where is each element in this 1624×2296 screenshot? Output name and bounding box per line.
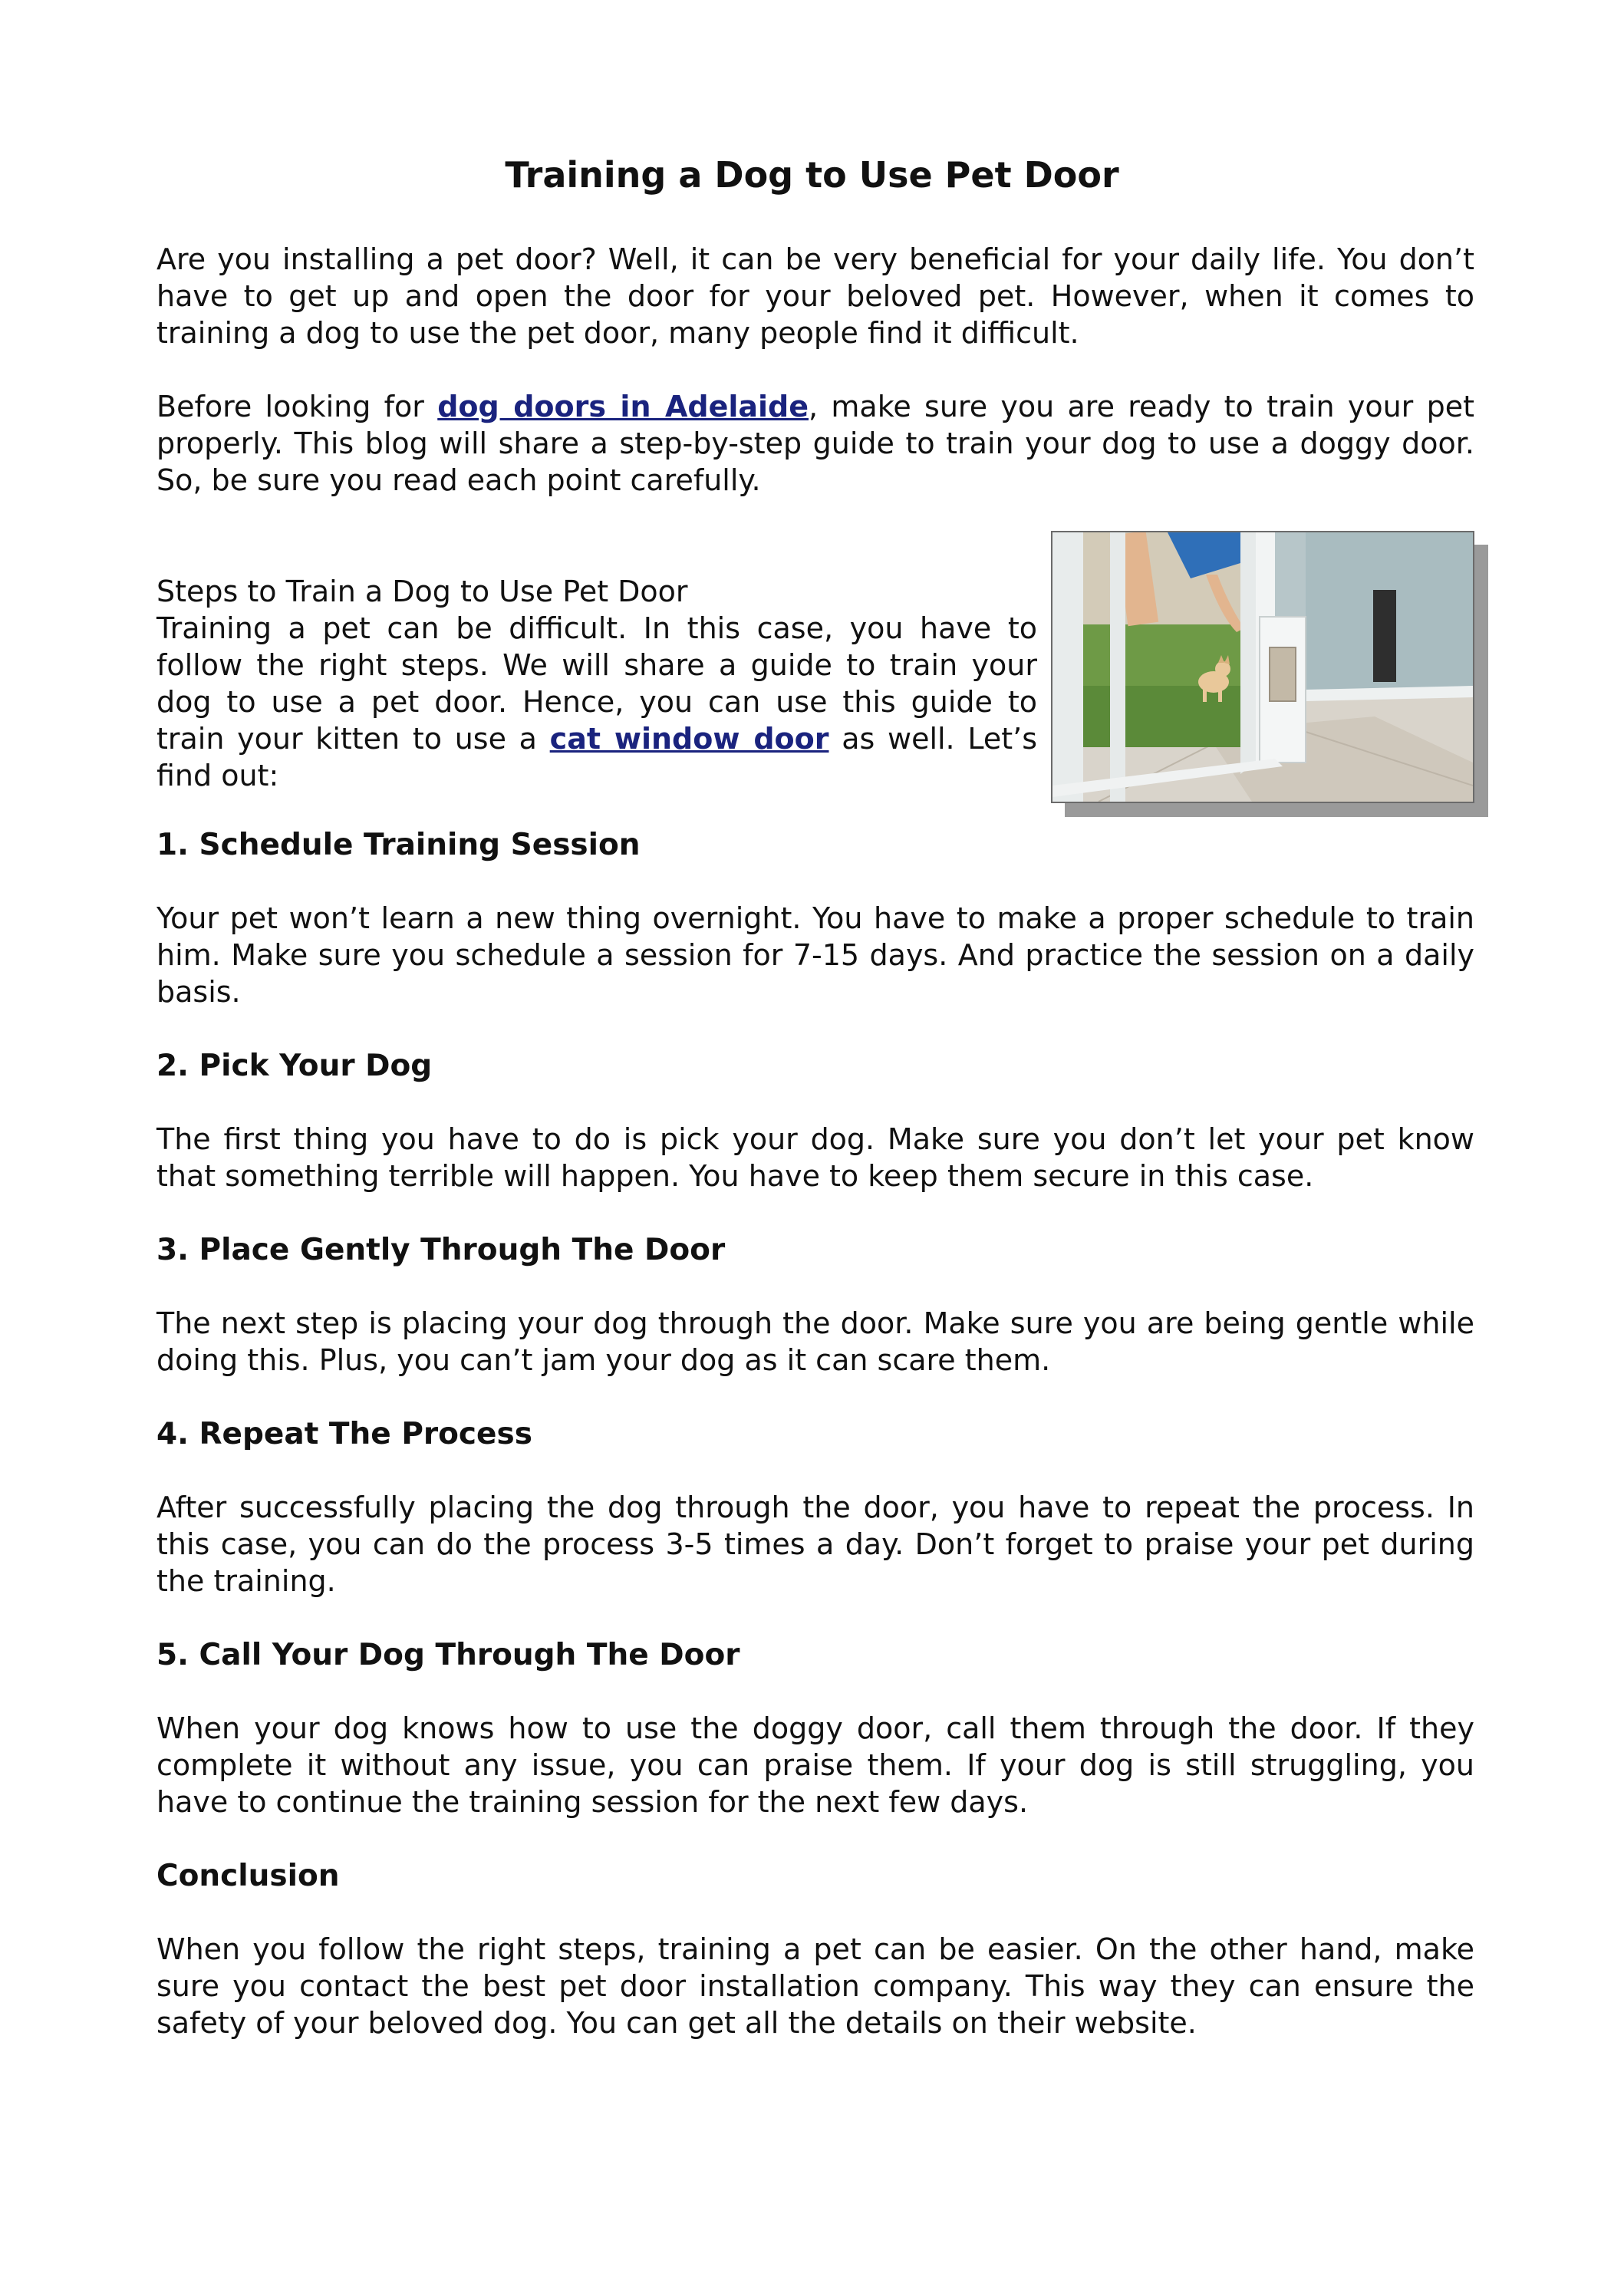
- steps-intro-text-after: as well. Let’s find out:: [156, 722, 1038, 792]
- section-4-heading: 4. Repeat The Process: [156, 1417, 532, 1451]
- cat-window-door-link[interactable]: cat window door: [549, 722, 829, 756]
- photo-frame: [1051, 531, 1474, 803]
- steps-intro-text-before: Training a pet can be difficult. In this case, you have to follow the right steps. We will share a guide to train your dog to use a pet door. Hence, you can use this guide to train your kitten to use a: [156, 611, 1037, 756]
- adelaide-paragraph: [156, 388, 1474, 499]
- intro-paragraph: Are you installing a pet door? Well, it can be very beneficial for your daily life. You don’t have to get up and open the door for your beloved pet. However, when it comes to training a dog to use the pet door, many people find it difficult.: [156, 242, 1474, 350]
- conclusion-heading: Conclusion: [156, 1859, 340, 1893]
- section-2-heading: 2. Pick Your Dog: [156, 1049, 433, 1083]
- conclusion-text: When you follow the right steps, training a pet can be easier. On the other hand, make sure you contact the best pet door installation company. This way they can ensure the safety of your beloved dog. You can get all the details on their website.: [156, 1932, 1474, 2040]
- dog-at-pet-door-photo-icon: [1052, 532, 1473, 802]
- section-5-text: When your dog knows how to use the doggy door, call them through the door. If they complete it without any issue, you can praise them. If your dog is still struggling, you have to continue the training session for the next few days.: [156, 1711, 1474, 1819]
- steps-intro-paragraph: [156, 610, 1037, 794]
- section-1-text: Your pet won’t learn a new thing overnight. You have to make a proper schedule to train him. Make sure you schedule a session for 7-15 days. And practice the session on a daily basis.: [156, 901, 1474, 1009]
- section-4-text: After successfully placing the dog through the door, you have to repeat the process. In this case, you can do the process 3-5 times a day. Don’t forget to praise your pet during the training.: [156, 1491, 1474, 1598]
- section-5-heading: 5. Call Your Dog Through The Door: [156, 1638, 740, 1672]
- adelaide-paragraph-text-after: , make sure you are ready to train your pet properly. This blog will share a step-by-step guide to train your dog to use a doggy door. So, be sure you read each point carefully.: [156, 390, 1474, 497]
- section-1-heading: 1. Schedule Training Session: [156, 828, 641, 862]
- page-title: Training a Dog to Use Pet Door: [505, 154, 1119, 196]
- dog-pet-door-photo: [1051, 531, 1474, 803]
- dog-doors-adelaide-link[interactable]: dog doors in Adelaide: [437, 390, 809, 423]
- steps-heading: Steps to Train a Dog to Use Pet Door: [156, 575, 688, 608]
- section-3-heading: 3. Place Gently Through The Door: [156, 1233, 726, 1267]
- adelaide-paragraph-text-before: Before looking for: [156, 390, 438, 423]
- section-3-text: The next step is placing your dog through the door. Make sure you are being gentle while doing this. Plus, you can’t jam your dog as it can scare them.: [156, 1306, 1474, 1377]
- section-2-text: The first thing you have to do is pick your dog. Make sure you don’t let your pet know that something terrible will happen. You have to keep them secure in this case.: [156, 1122, 1474, 1193]
